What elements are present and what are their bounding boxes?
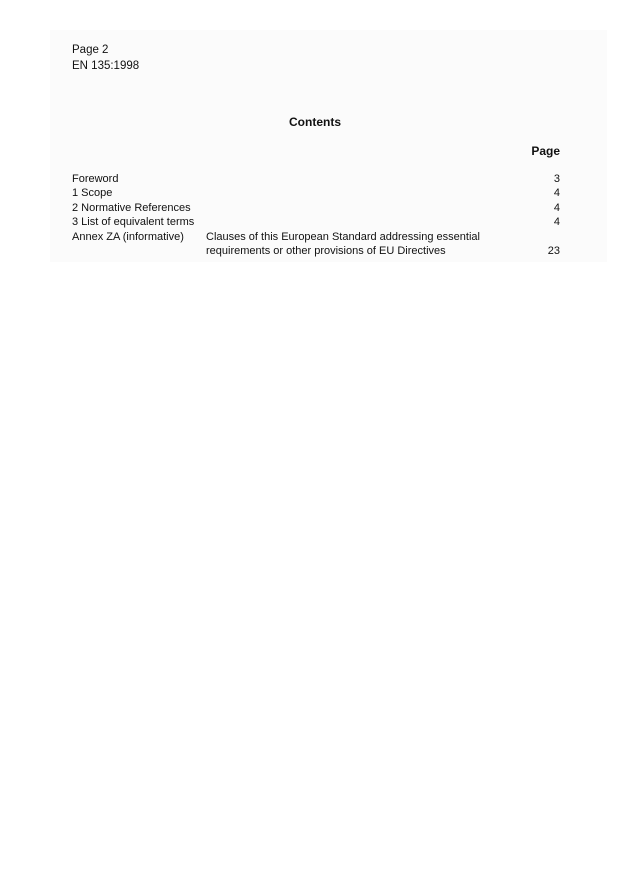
annex-description <box>206 230 560 259</box>
page-column-header: Page <box>531 144 560 158</box>
toc-entry-page: 3 <box>553 173 560 185</box>
page-number-label: Page 2 <box>72 44 109 56</box>
toc-entry-equivalent-terms <box>72 215 560 229</box>
toc-entry-page: 4 <box>553 201 560 214</box>
annex-description-line1: Clauses of this European Standard addressing essential <box>206 230 480 243</box>
toc-entry-scope <box>72 186 560 200</box>
annex-description-line2: requirements or other provisions of EU Directives <box>206 245 446 258</box>
toc-entry-annex-za <box>72 230 560 259</box>
toc-entry-page: 4 <box>553 216 560 229</box>
standard-identifier: EN 135:1998 <box>72 60 140 72</box>
annex-page: 23 <box>547 245 560 258</box>
annex-label: Annex ZA (informative) <box>72 230 184 243</box>
contents-heading: Contents <box>289 115 341 129</box>
toc-entry-title: 2 Normative References <box>72 201 191 214</box>
toc-entry-normative-references <box>72 201 560 215</box>
table-of-contents <box>72 172 560 258</box>
page-header <box>72 42 139 74</box>
toc-entry-title: Foreword <box>72 173 119 185</box>
toc-entry-page: 4 <box>553 187 560 200</box>
toc-entry-title: 3 List of equivalent terms <box>72 216 195 229</box>
toc-entry-title: 1 Scope <box>72 187 113 200</box>
annex-description-line2-row <box>206 244 560 258</box>
toc-entry-foreword <box>72 172 560 186</box>
